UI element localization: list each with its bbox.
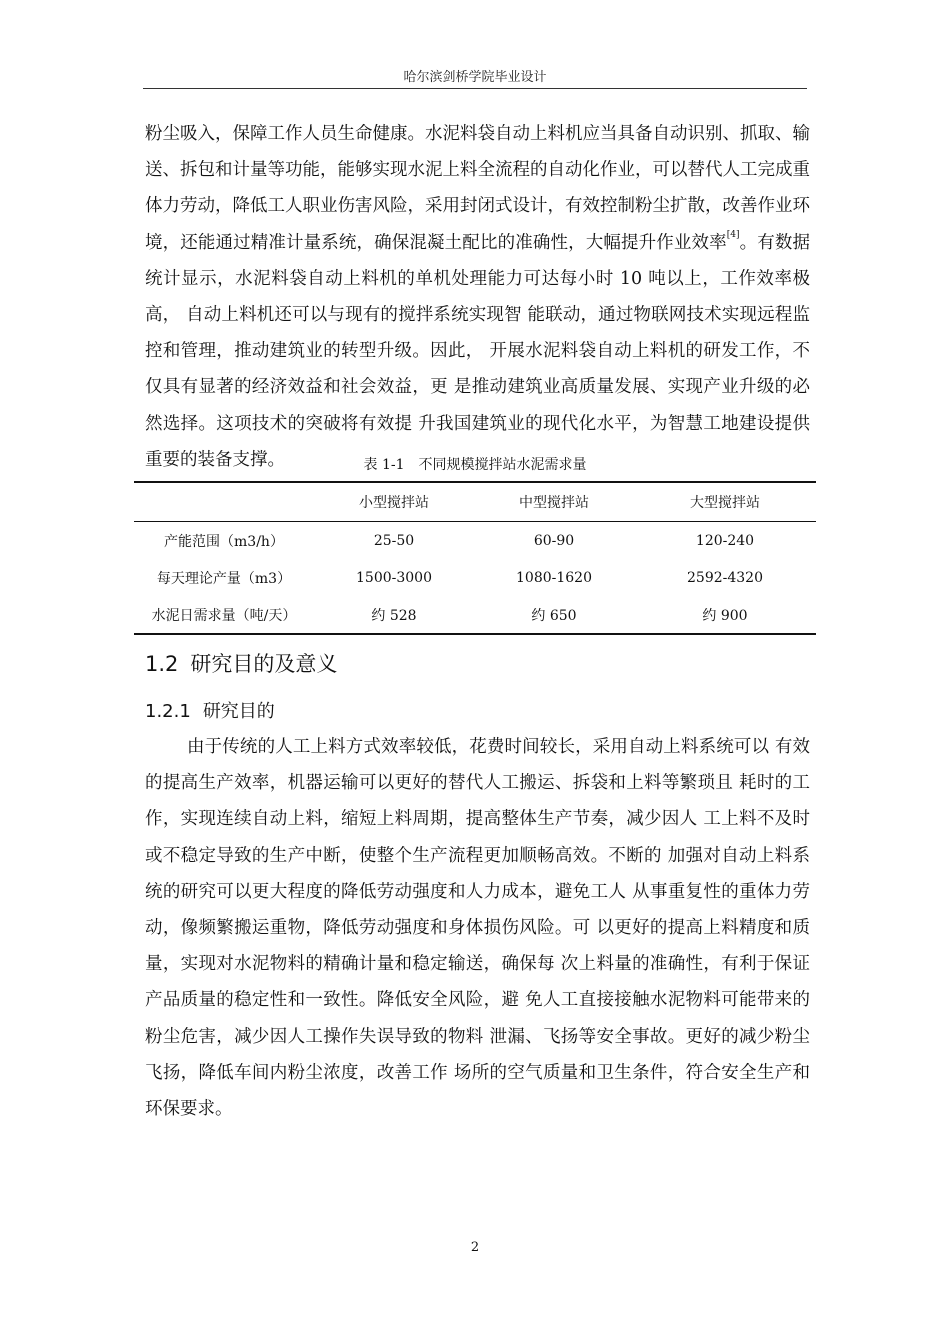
intro-text-part1: 粉尘吸入，保障工作人员生命健康。水泥料袋自动上料机应当具备自动识别、抓取、输送、拆包和计量等功能，能够实现水泥上料全流程的自动化作业，可以替代人工完成重体力劳动，降低工人职业伤害风险，采用封闭式设计，有效控制粉尘扩散，改善作业环境，还能通过精准计量系统，确保混凝土配比的准确性，大幅提升作业效率 [145, 124, 810, 253]
body-paragraph: 由于传统的人工上料方式效率较低，花费时间较长，采用自动上料系统可以 有效的提高生产效率，机器运输可以更好的替代人工搬运、拆袋和上料等繁琐且 耗时的工作，实现连续自动上料，缩短上料周期，提高整体生产节奏，减少因人 工上料不及时或不稳定导致的生产中断，使整个生产流程更加顺畅高效。不断的 加强对自动上料系统的研究可以更大程度的降低劳动强度和人力成本，避免工人 从事重复性的重体力劳动，像频繁搬运重物，降低劳动强度和身体损伤风险。可 以更好的提高上料精度和质量，实现对水泥物料的精确计量和稳定输送，确保每 次上料量的准确性，有利于保证产品质量的稳定性和一致性。降低安全风险，避 免人工直接接触水泥物料可能带来的粉尘危害，减少因人工操作失误导致的物料 泄漏、飞扬等安全事故。更好的减少粉尘飞扬，降低车间内粉尘浓度，改善工作 场所的空气质量和卫生条件，符合安全生产和环保要求。 [145, 737, 810, 1120]
demand-table [134, 481, 816, 635]
table-row [134, 596, 816, 634]
subsection-title: 研究目的 [202, 701, 275, 722]
header-divider [143, 88, 807, 89]
table-cell: 约 528 [371, 607, 417, 624]
table-row [134, 522, 816, 560]
table-header-row [134, 482, 816, 522]
page-header: 哈尔滨剑桥学院毕业设计 [403, 70, 547, 85]
subsection-heading [145, 697, 275, 723]
table-cell: 120-240 [695, 532, 755, 549]
table-row-label: 水泥日需求量（吨/天） [151, 607, 297, 624]
intro-paragraph [145, 116, 810, 478]
table-cell: 约 650 [531, 607, 577, 624]
table-caption: 表 1-1 不同规模搅拌站水泥需求量 [363, 457, 587, 473]
intro-text-part2: 。有数据统计显示，水泥料袋自动上料机的单机处理能力可达每小时 10 吨以上，工作效率极高， 自动上料机还可以与现有的搅拌系统实现智 能联动，通过物联网技术实现远程监控和管理，推动建筑业的转型升级。因此， 开展水泥料袋自动上料机的研发工作，不仅具有显著的经济效益和社会效益，更 是推动建筑业高质量发展、实现产业升级的必然选择。这项技术的突破将有效提 升我国建筑业的现代化水平，为智慧工地建设提供重要的装备支撑。 [145, 232, 810, 470]
table-row [134, 559, 816, 596]
section-number: 1.2 [145, 652, 179, 676]
table-cell: 1080-1620 [516, 569, 592, 586]
section-heading [145, 648, 337, 678]
subsection-number: 1.2.1 [145, 701, 191, 722]
table-row-label: 产能范围（m3/h） [164, 533, 284, 550]
citation-reference[interactable]: [4] [726, 229, 740, 240]
page-number: 2 [470, 1240, 480, 1255]
table-cell: 60-90 [533, 532, 575, 549]
section-title: 研究目的及意义 [190, 652, 338, 676]
table-header-cell [134, 482, 314, 522]
table-cell: 1500-3000 [356, 569, 432, 586]
table-cell: 约 900 [702, 607, 748, 624]
table-header-cell: 小型搅拌站 [359, 495, 429, 511]
table-header-cell: 大型搅拌站 [690, 495, 760, 511]
table-header-cell: 中型搅拌站 [519, 495, 589, 511]
table-cell: 2592-4320 [687, 569, 763, 586]
table-row-label: 每天理论产量（m3） [156, 570, 292, 587]
table-cell: 25-50 [373, 532, 415, 549]
